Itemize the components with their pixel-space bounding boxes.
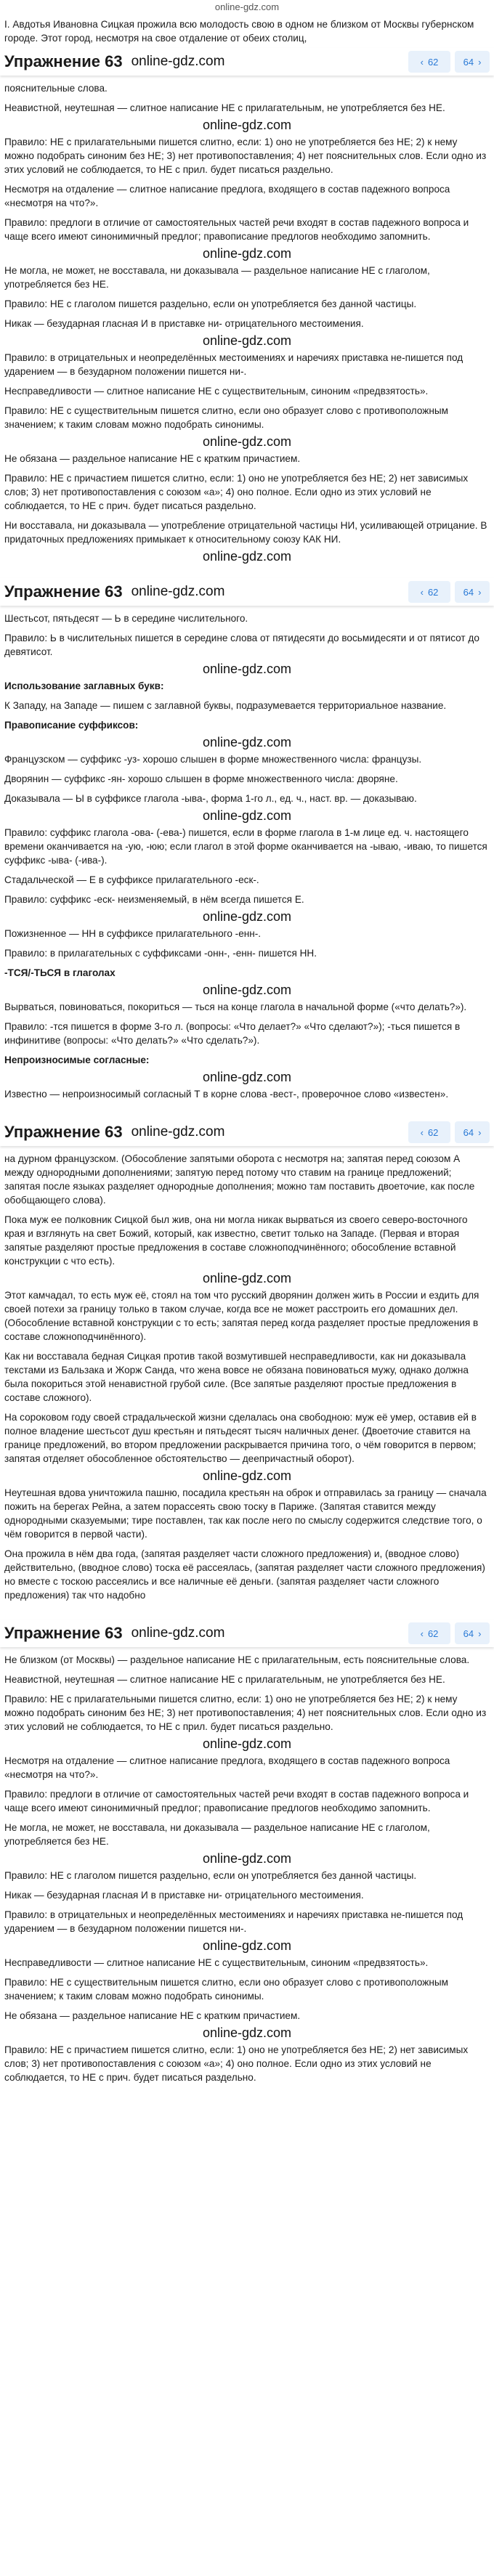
exercise-body <box>4 612 490 1101</box>
inline-watermark: online-gdz.com <box>202 1851 292 1866</box>
paragraph: Она прожила в нём два года, (запятая разделяет части сложного предложения) и, (вводное слово) действительно, (вводное слово) тоска её рассеялась, (запятая разделяет части сложного предложения) но вместе с тоскою рассеялись и все наличные её деньги. (запятая разделяет части сложного предложения) так что надобно <box>4 1548 485 1601</box>
prev-exercise-button[interactable] <box>408 1121 450 1143</box>
exercise-header <box>0 578 494 606</box>
header-watermark: online-gdz.com <box>131 584 225 599</box>
inline-watermark: online-gdz.com <box>202 1271 292 1285</box>
paragraph: Правописание суффиксов: <box>4 720 139 731</box>
exercise-title: Упражнение 63 <box>4 1624 123 1642</box>
exercise-title: Упражнение 63 <box>4 582 123 601</box>
header-watermark: online-gdz.com <box>131 1625 225 1641</box>
exercise-nav <box>408 1622 490 1644</box>
paragraph: Этот камчадал, то есть муж её, стоял на том что русский дворянин должен жить в России и ездить для своей потехи за границу только в таком случае, когда все не может расстроить его домашних дел. (Обособление вставной конструкции с то есть; запятая перед когда разделяет простые предложения в составе сложноподчинённого). <box>4 1290 479 1342</box>
site-top-watermark: online-gdz.com <box>214 1 280 12</box>
next-exercise-button[interactable] <box>455 1622 490 1644</box>
prev-exercise-label: 62 <box>427 1628 439 1639</box>
exercise-header <box>0 1620 494 1647</box>
inline-watermark: online-gdz.com <box>202 909 292 924</box>
paragraph: Неутешная вдова уничтожила пашню, посадила крестьян на оброк и отправилась за границу — сначала пожить на берегах Рейна, а затем порассеять свою тоску в Париже. (Запятая ставится между однородными сказуемыми; тире поставлен, так как после него по смыслу содержится следствие того, о чём говорится в первой части). <box>4 1487 487 1540</box>
section-gap <box>0 2090 494 2099</box>
paragraph: Правило: НЕ с глаголом пишется раздельно, если он употребляется без данной частицы. <box>4 298 417 309</box>
paragraph: Несмотря на отдаление — слитное написание предлога, входящего в состав падежного вопроса «несмотря на что?». <box>4 1755 450 1780</box>
paragraph: Правило: предлоги в отличие от самостоятельных частей речи входят в состав падежного вопроса и чаще всего имеют синонимичный предлог; правописание предлогов необходимо запомнить. <box>4 217 469 242</box>
paragraph: Правило: НЕ с причастием пишется слитно, если: 1) оно не употребляется без НЕ; 2) нет зависимых слов; 3) нет противопоставления с союзом «а»; 4) оно полное. Если одно из этих условий не соблюдается, то НЕ с прич. будет писаться раздельно. <box>4 2044 469 2083</box>
paragraph: Доказывала — Ы в суффиксе глагола -ыва-, форма 1-го л., ед. ч., наст. вр. — доказываю. <box>4 793 417 804</box>
exercise-section <box>0 17 494 564</box>
paragraph: Стадальческой — Е в суффиксе прилагательного -еск-. <box>4 874 259 885</box>
paragraph: Никак — безударная гласная И в приставке ни- отрицательного местоимения. <box>4 318 364 329</box>
paragraph: Правило: НЕ с существительным пишется слитно, если оно образует слово с противоположным значением; к таким словам можно подобрать синонимы. <box>4 1977 449 2002</box>
paragraph: Несмотря на отдаление — слитное написание предлога, входящего в состав падежного вопроса «несмотря на что?». <box>4 184 450 208</box>
paragraph: Неавистной, неутешная — слитное написание НЕ с прилагательным, не употребляется без НЕ. <box>4 1674 445 1685</box>
inline-watermark: online-gdz.com <box>202 434 292 449</box>
inline-watermark: online-gdz.com <box>202 549 292 564</box>
paragraph: К Западу, на Западе — пишем с заглавной буквы, подразумевается территориальное название. <box>4 700 447 711</box>
paragraph: Не могла, не может, не восставала, ни доказывала — раздельное написание НЕ с глаголом, употребляется без НЕ. <box>4 265 430 290</box>
inline-watermark: online-gdz.com <box>202 662 292 676</box>
paragraph: Правило: Ь в числительных пишется в середине слова от пятидесяти до восьмидесяти и от пятисот до девятисот. <box>4 633 479 657</box>
next-exercise-button[interactable] <box>455 1121 490 1143</box>
paragraph: Французском — суффикс -уз- хорошо слышен в форме множественного числа: французы. <box>4 754 422 765</box>
paragraph: Пожизненное — НН в суффиксе прилагательного -енн-. <box>4 928 262 939</box>
paragraph: Несправедливости — слитное написание НЕ с существительным, синоним «предвзятость». <box>4 1957 429 1968</box>
paragraph: Правило: НЕ с причастием пишется слитно, если: 1) оно не употребляется без НЕ; 2) нет зависимых слов; 3) нет противопоставления с союзом «а»; 4) оно полное. Если одно из этих условий не соблюдается, то НЕ с прич. будет писаться раздельно. <box>4 473 469 511</box>
paragraph: Правило: НЕ с прилагательными пишется слитно, если: 1) оно не употребляется без НЕ; 2) к нему можно подобрать синоним без НЕ; 3) нет противопоставления; 4) нет пояснительных слов. Если одно из этих условий не соблюдается, то НЕ с прил. будет писаться раздельно. <box>4 137 487 175</box>
paragraph: -ТСЯ/-ТЬСЯ в глаголах <box>4 967 116 978</box>
exercise-header <box>0 48 494 76</box>
next-exercise-label: 64 <box>463 56 474 68</box>
prev-exercise-button[interactable] <box>408 51 450 73</box>
paragraph: Правило: НЕ с глаголом пишется раздельно, если он употребляется без данной частицы. <box>4 1870 417 1881</box>
next-exercise-label: 64 <box>463 586 474 598</box>
exercise-nav <box>408 1121 490 1143</box>
paragraph: Правило: НЕ с прилагательными пишется слитно, если: 1) оно не употребляется без НЕ; 2) к нему можно подобрать синоним без НЕ; 3) нет противопоставления; 4) нет пояснительных слов. Если одно из этих условий не соблюдается, то НЕ с прил. будет писаться раздельно. <box>4 1694 487 1732</box>
exercise-body <box>4 81 490 564</box>
paragraph: Правило: суффикс -еск- неизменяемый, в нём всегда пишется Е. <box>4 894 304 905</box>
prev-exercise-button[interactable] <box>408 1622 450 1644</box>
paragraph: Правило: в отрицательных и неопределённых местоимениях и наречиях приставка не-пишется под ударением — в безударном положении пишется ни-. <box>4 1909 463 1934</box>
inline-watermark: online-gdz.com <box>202 1938 292 1953</box>
exercise-title: Упражнение 63 <box>4 52 123 70</box>
paragraph: Дворянин — суффикс -ян- хорошо слышен в форме множественного числа: дворяне. <box>4 773 398 784</box>
paragraph: Известно — непроизносимый согласный Т в корне слова -вест-, проверочное слово «известен». <box>4 1089 449 1100</box>
exercise-section <box>0 1620 494 2084</box>
paragraph: Ни восставала, ни доказывала — употребление отрицательной частицы НИ, усиливающей отрицание. В придаточных предложениях примыкает к относительному союзу КАК НИ. <box>4 520 487 545</box>
paragraph: На сороковом году своей страдальческой жизни сделалась она свободною: муж её умер, оставив ей в полное владение шестьсот душ крестьян и пятьдесят тысяч наличных денег. (Двоеточие ставится на границе предложений, во втором предложении раскрывается причина того, о чём говорится в первом; запятая отделяет обособленное обстоятельство — деепричастный оборот). <box>4 1412 477 1464</box>
exercise-body <box>4 1653 490 2084</box>
next-exercise-label: 64 <box>463 1126 474 1138</box>
paragraph: пояснительные слова. <box>4 83 108 94</box>
exercise-header <box>0 1118 494 1146</box>
prev-exercise-button[interactable] <box>408 581 450 603</box>
next-exercise-button[interactable] <box>455 581 490 603</box>
chevron-left-icon: ‹ <box>420 1628 424 1639</box>
prev-exercise-label: 62 <box>427 56 439 68</box>
paragraph: Никак — безударная гласная И в приставке ни- отрицательного местоимения. <box>4 1890 364 1901</box>
paragraph: Правило: в прилагательных с суффиксами -онн-, -енн- пишется НН. <box>4 948 317 959</box>
inline-watermark: online-gdz.com <box>202 1736 292 1751</box>
exercise-body <box>4 1152 490 1602</box>
exercise-nav <box>408 581 490 603</box>
paragraph: Неавистной, неутешная — слитное написание НЕ с прилагательным, не употребляется без НЕ. <box>4 102 445 113</box>
chevron-left-icon: ‹ <box>420 1126 424 1138</box>
paragraph: Правило: НЕ с существительным пишется слитно, если оно образует слово с противоположным значением; к таким словам можно подобрать синонимы. <box>4 405 449 430</box>
paragraph: Правило: в отрицательных и неопределённых местоимениях и наречиях приставка не-пишется под ударением — в безударном положении пишется ни-. <box>4 352 463 377</box>
inline-watermark: online-gdz.com <box>202 2026 292 2040</box>
section-intro: Не близком (от Москвы) — раздельное написание НЕ с прилагательным, есть пояснительные слова. <box>4 1654 470 1665</box>
paragraph: Использование заглавных букв: <box>4 680 164 691</box>
inline-watermark: online-gdz.com <box>202 808 292 823</box>
inline-watermark: online-gdz.com <box>202 333 292 348</box>
chevron-right-icon: › <box>478 1126 482 1138</box>
paragraph: Правило: -тся пишется в форме 3-го л. (вопросы: «Что делает?» «Что сделают?»); -ться пишется в инфинитиве (вопросы: «Что делать?» «Что сделать?»). <box>4 1021 461 1046</box>
section-gap <box>0 1107 494 1116</box>
header-watermark: online-gdz.com <box>131 54 225 69</box>
paragraph: Непроизносимые согласные: <box>4 1055 150 1065</box>
next-exercise-button[interactable] <box>455 51 490 73</box>
section-gap <box>0 566 494 575</box>
section-gap <box>0 1608 494 1617</box>
chevron-right-icon: › <box>478 586 482 598</box>
exercise-title: Упражнение 63 <box>4 1123 123 1141</box>
paragraph: Не обязана — раздельное написание НЕ с кратким причастием. <box>4 2010 301 2021</box>
section-intro: I. Авдотья Ивановна Сицкая прожила всю молодость свою в одном не близком от Москвы губернском городе. Этот город, несмотря на свое отдаление от обеих столиц, <box>4 19 474 44</box>
inline-watermark: online-gdz.com <box>202 118 292 132</box>
prev-exercise-label: 62 <box>427 1126 439 1138</box>
prev-exercise-label: 62 <box>427 586 439 598</box>
paragraph: Пока муж ее полковник Сицкой был жив, она ни могла никак вырваться из своего северо-восточного края и взглянуть на свет Божий, который, как известно, светит только на Западе. (Первая и вторая запятые разделяют простые предложения в составе сложноподчинённого; обособление вставной конструкции с что есть). <box>4 1214 468 1267</box>
paragraph: Не могла, не может, не восставала, ни доказывала — раздельное написание НЕ с глаголом, употребляется без НЕ. <box>4 1822 430 1847</box>
inline-watermark: online-gdz.com <box>202 246 292 261</box>
exercise-section <box>0 578 494 1101</box>
inline-watermark: online-gdz.com <box>202 1070 292 1084</box>
paragraph: Несправедливости — слитное написание НЕ с существительным, синоним «предвзятость». <box>4 386 429 397</box>
inline-watermark: online-gdz.com <box>202 1468 292 1483</box>
paragraph: Правило: предлоги в отличие от самостоятельных частей речи входят в состав падежного вопроса и чаще всего имеют синонимичный предлог; правописание предлогов необходимо запомнить. <box>4 1789 469 1813</box>
chevron-right-icon: › <box>478 1628 482 1639</box>
paragraph: Как ни восставала бедная Сицкая против такой возмутившей несправедливости, как ни доказывала текстами из Бальзака и Жорж Санда, что жена вовсе не обязана повиноваться мужу, однако должна была покориться этой ненавистной грубой силе. (Все запятые разделяют простые предложения в составе сложного). <box>4 1351 469 1403</box>
next-exercise-label: 64 <box>463 1628 474 1639</box>
inline-watermark: online-gdz.com <box>202 983 292 997</box>
paragraph: Вырваться, повиноваться, покориться — ться на конце глагола в начальной форме («что делать?»). <box>4 1001 467 1012</box>
sections-container <box>0 17 494 2099</box>
paragraph: Шестьсот, пятьдесят — Ь в середине числительного. <box>4 613 248 624</box>
exercise-section <box>0 1118 494 1602</box>
paragraph: Не обязана — раздельное написание НЕ с кратким причастием. <box>4 453 301 464</box>
paragraph: Правило: суффикс глагола -ова- (-ева-) пишется, если в форме глагола в 1-м лице ед. ч. настоящего времени оканчивается на -ую, -юю; если глагол в этой форме оканчивается на -ываю, -иваю, то пишется суффикс -ыва- (-ива-). <box>4 827 487 866</box>
exercise-nav <box>408 51 490 73</box>
paragraph: на дурном французском. (Обособление запятыми оборота с несмотря на; запятая перед союзом А между однородными дополнениями; запятую перед потому что ставим на границе предложений; запятая после языках разделяет однородные дополнения; можно там поставить двоеточие, как после обобщающего слова). <box>4 1153 475 1206</box>
chevron-left-icon: ‹ <box>420 56 424 68</box>
chevron-left-icon: ‹ <box>420 586 424 598</box>
header-watermark: online-gdz.com <box>131 1124 225 1139</box>
chevron-right-icon: › <box>478 56 482 68</box>
inline-watermark: online-gdz.com <box>202 735 292 749</box>
